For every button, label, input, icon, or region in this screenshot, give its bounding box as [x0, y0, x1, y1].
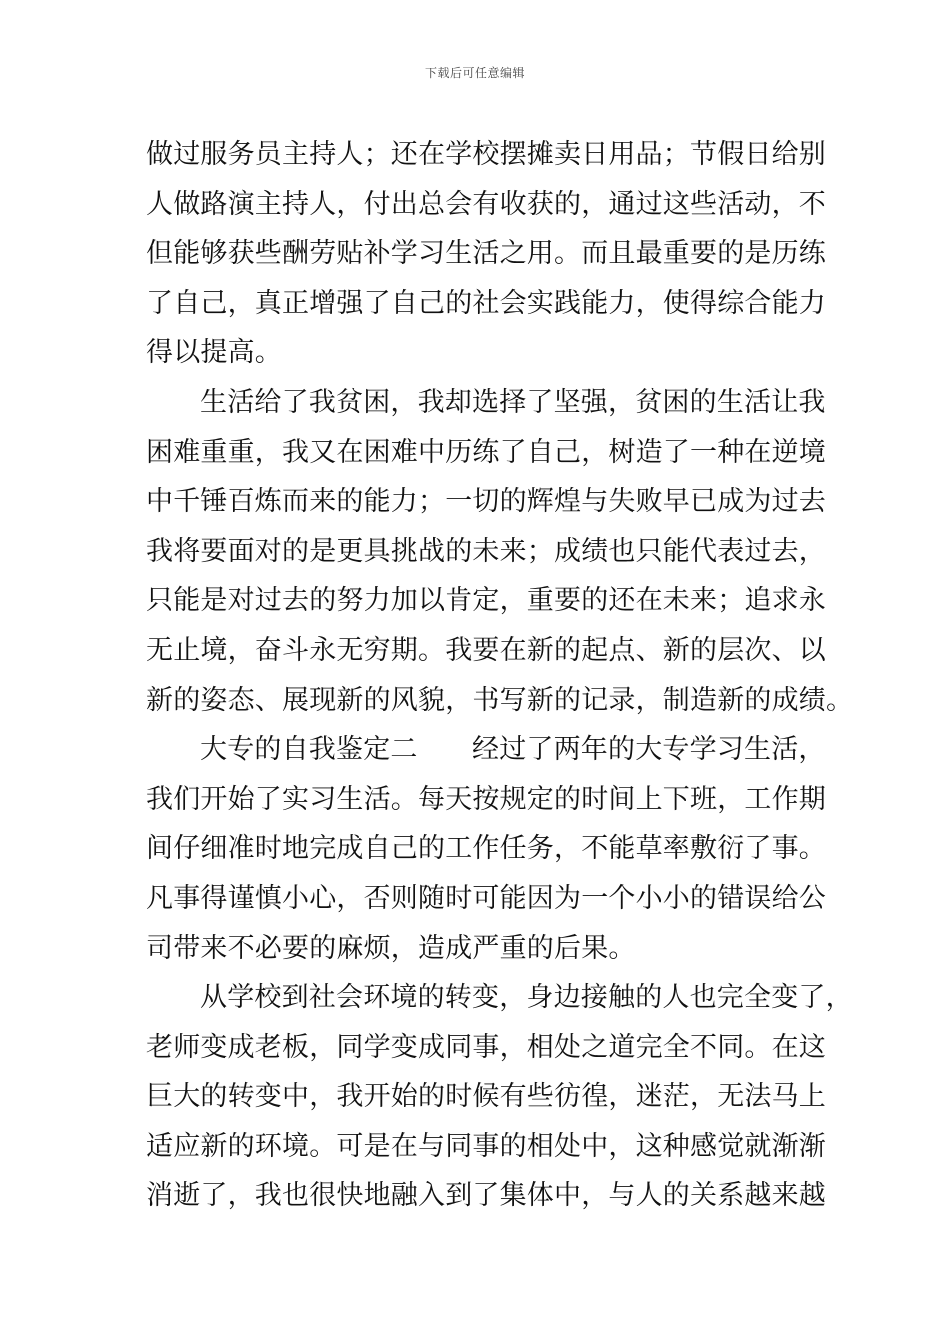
paragraph: [146, 378, 854, 725]
text-line: 适应新的环境。可是在与同事的相处中，这种感觉就渐渐: [146, 1130, 826, 1162]
text-line: 人做路演主持人，付出总会有收获的，通过这些活动，不: [146, 188, 826, 220]
text-line: 只能是对过去的努力加以肯定，重要的还在未来；追求永: [146, 585, 826, 617]
document-body: [146, 130, 854, 1221]
text-line: 大专的自我鉴定二 经过了两年的大专学习生活，: [200, 734, 826, 766]
text-line: 凡事得谨慎小心，否则随时可能因为一个小小的错误给公: [146, 882, 826, 914]
text-line: 老师变成老板，同学变成同事，相处之道完全不同。在这: [146, 1031, 826, 1063]
text-line: 无止境，奋斗永无穷期。我要在新的起点、新的层次、以: [146, 634, 826, 666]
paragraph: [146, 130, 826, 378]
paragraph: [146, 725, 826, 973]
text-line: 我们开始了实习生活。每天按规定的时间上下班，工作期: [146, 783, 826, 815]
text-line: 司带来不必要的麻烦，造成严重的后果。: [146, 932, 636, 964]
text-line: 但能够获些酬劳贴补学习生活之用。而且最重要的是历练: [146, 238, 826, 270]
paragraph: [146, 973, 853, 1221]
text-line: 困难重重，我又在困难中历练了自己，树造了一种在逆境: [146, 436, 826, 468]
text-line: 巨大的转变中，我开始的时候有些彷徨，迷茫，无法马上: [146, 1081, 826, 1113]
text-line: 了自己，真正增强了自己的社会实践能力，使得综合能力: [146, 287, 826, 319]
text-line: 得以提高。: [146, 337, 282, 369]
text-line: 间仔细准时地完成自己的工作任务，不能草率敷衍了事。: [146, 833, 826, 865]
text-line: 中千锤百炼而来的能力；一切的辉煌与失败早已成为过去: [146, 486, 826, 518]
text-line: 做过服务员主持人；还在学校摆摊卖日用品；节假日给别: [146, 139, 826, 170]
text-line: 从学校到社会环境的转变，身边接触的人也完全变了，: [200, 982, 853, 1014]
text-line: 生活给了我贫困，我却选择了坚强，贫困的生活让我: [200, 386, 826, 418]
text-line: 消逝了，我也很快地融入到了集体中，与人的关系越来越: [146, 1180, 826, 1212]
text-line: 我将要面对的是更具挑战的未来；成绩也只能代表过去，: [146, 535, 826, 567]
page-header: 下载后可任意编辑: [424, 66, 525, 80]
text-line: 新的姿态、展现新的风貌，书写新的记录，制造新的成绩。: [146, 684, 854, 716]
